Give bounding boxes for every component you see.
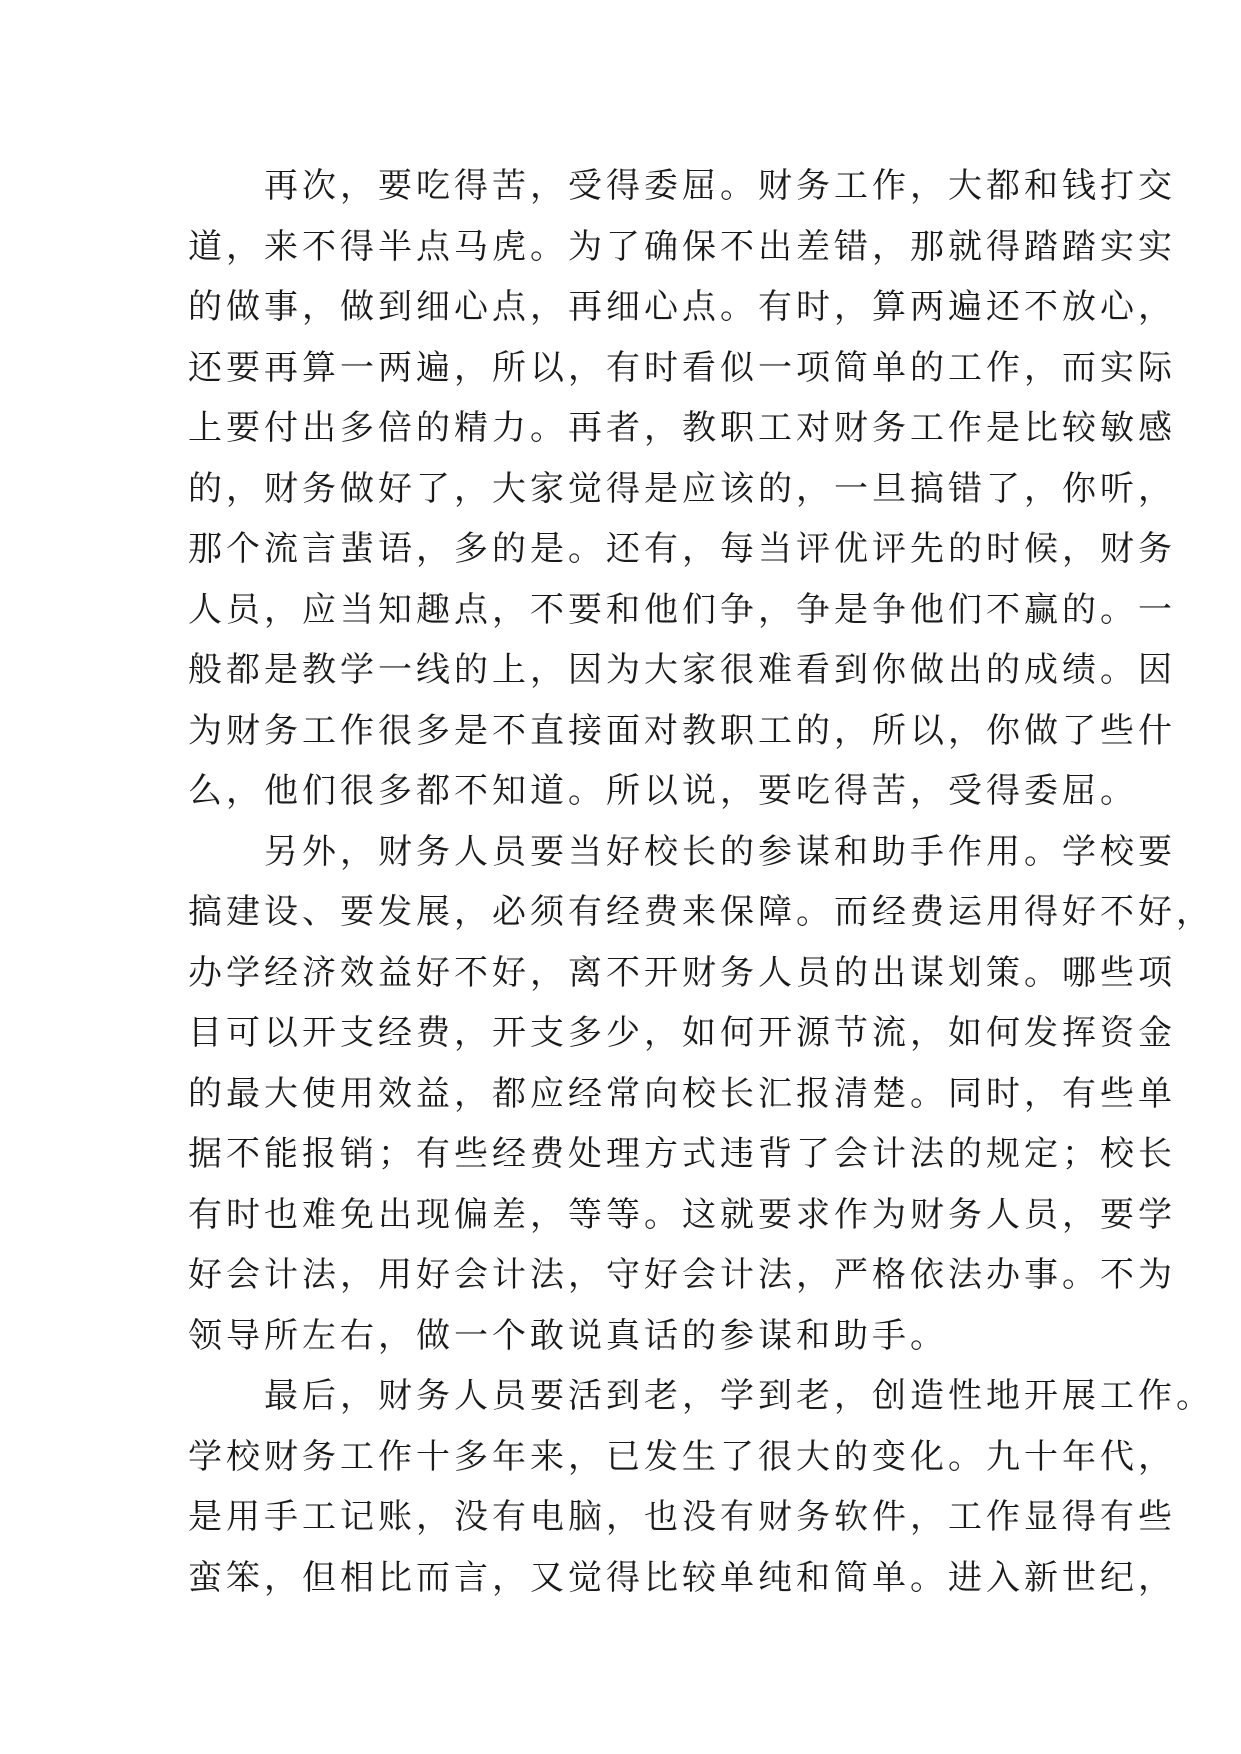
text-line: 目可以开支经费，开支多少，如何开源节流，如何发挥资金 xyxy=(188,1013,1176,1053)
paragraph-3 xyxy=(188,1366,1214,1608)
text-line: 再次，要吃得苦，受得委屈。财务工作，大都和钱打交 xyxy=(264,166,1176,206)
text-line: 道，来不得半点马虎。为了确保不出差错，那就得踏踏实实 xyxy=(188,226,1176,267)
text-line: 是用手工记账，没有电脑，也没有财务软件，工作显得有些 xyxy=(188,1497,1176,1537)
text-line: 好会计法，用好会计法，守好会计法，严格依法办事。不为 xyxy=(188,1255,1176,1295)
text-line: 么，他们很多都不知道。所以说，要吃得苦，受得委屈。 xyxy=(188,771,1138,811)
text-line: 领导所左右，做一个敢说真话的参谋和助手。 xyxy=(188,1315,948,1356)
text-line: 有时也难免出现偏差，等等。这就要求作为财务人员，要学 xyxy=(188,1194,1176,1235)
text-line: 人员，应当知趣点，不要和他们争，争是争他们不赢的。一 xyxy=(188,589,1176,630)
text-line: 的，财务做好了，大家觉得是应该的，一旦搞错了，你听， xyxy=(188,468,1176,509)
text-line: 据不能报销；有些经费处理方式违背了会计法的规定；校长 xyxy=(188,1134,1176,1174)
text-line: 的做事，做到细心点，再细心点。有时，算两遍还不放心， xyxy=(188,287,1176,327)
body-text xyxy=(188,156,1214,1608)
text-line: 最后，财务人员要活到老，学到老，创造性地开展工作。 xyxy=(264,1376,1214,1416)
paragraph-2 xyxy=(188,822,1214,1367)
text-line: 上要付出多倍的精力。再者，教职工对财务工作是比较敏感 xyxy=(188,408,1176,448)
text-line: 还要再算一两遍，所以，有时看似一项简单的工作，而实际 xyxy=(188,347,1176,388)
text-line: 的最大使用效益，都应经常向校长汇报清楚。同时，有些单 xyxy=(188,1073,1176,1114)
text-line: 为财务工作很多是不直接面对教职工的，所以，你做了些什 xyxy=(188,710,1176,751)
text-line: 另外，财务人员要当好校长的参谋和助手作用。学校要 xyxy=(264,831,1176,872)
paragraph-1 xyxy=(188,156,1176,822)
text-line: 学校财务工作十多年来，已发生了很大的变化。九十年代， xyxy=(188,1436,1176,1477)
text-line: 般都是教学一线的上，因为大家很难看到你做出的成绩。因 xyxy=(188,650,1176,690)
text-line: 蛮笨，但相比而言，又觉得比较单纯和简单。进入新世纪， xyxy=(188,1557,1176,1598)
text-line: 那个流言蜚语，多的是。还有，每当评优评先的时候，财务 xyxy=(188,529,1176,569)
text-line: 办学经济效益好不好，离不开财务人员的出谋划策。哪些项 xyxy=(188,952,1176,993)
text-line: 搞建设、要发展，必须有经费来保障。而经费运用得好不好， xyxy=(188,892,1214,932)
